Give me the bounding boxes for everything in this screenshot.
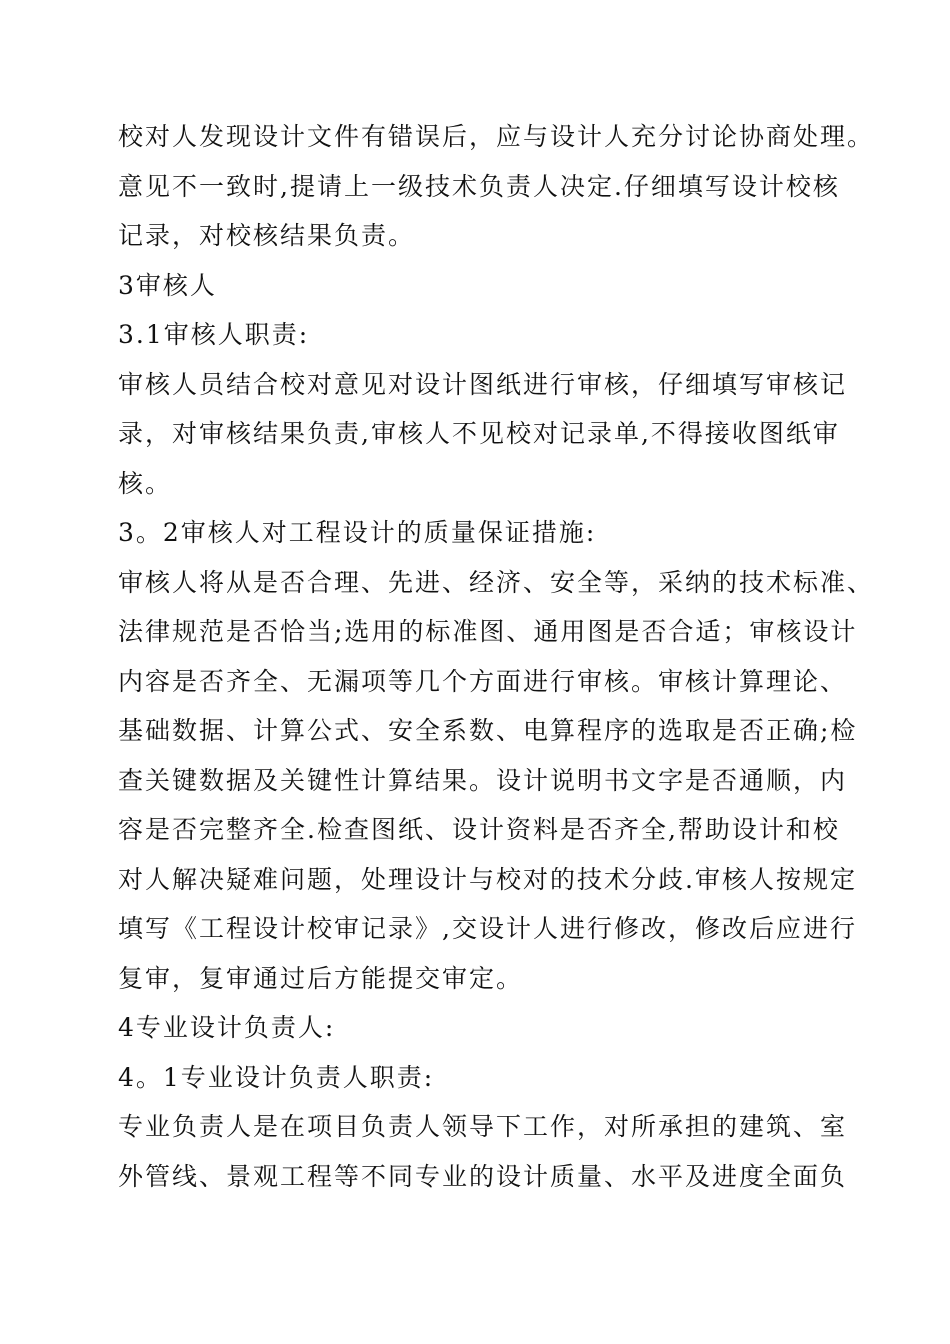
text-line: 容是否完整齐全.检查图纸、设计资料是否齐全,帮助设计和校 [118, 815, 840, 844]
text-line: 法律规范是否恰当;选用的标准图、通用图是否合适；审核设计 [118, 617, 858, 646]
section-heading: 4专业设计负责人: [118, 1013, 336, 1042]
text-line: 专业负责人是在项目负责人领导下工作，对所承担的建筑、室 [118, 1112, 848, 1141]
subsection-heading: 3。2审核人对工程设计的质量保证措施: [118, 518, 597, 547]
text-line: 审核人员结合校对意见对设计图纸进行审核，仔细填写审核记 [118, 369, 848, 399]
text-line: 基础数据、计算公式、安全系数、电算程序的选取是否正确;检 [118, 716, 858, 745]
subsection-heading: 4。1专业设计负责人职责: [118, 1062, 435, 1092]
text-line: 审核人将从是否合理、先进、经济、安全等，采纳的技术标准、 [118, 567, 875, 597]
text-line: 对人解决疑难问题，处理设计与校对的技术分歧.审核人按规定 [118, 864, 857, 894]
text-line: 录，对审核结果负责,审核人不见校对记录单,不得接收图纸审 [118, 419, 840, 448]
text-line: 外管线、景观工程等不同专业的设计质量、水平及进度全面负 [118, 1161, 848, 1191]
text-line: 意见不一致时,提请上一级技术负责人决定.仔细填写设计校核 [118, 171, 840, 201]
body-text [118, 112, 875, 1201]
text-line: 复审，复审通过后方能提交审定。 [118, 963, 524, 993]
section-heading: 3审核人 [118, 270, 217, 300]
text-line: 校对人发现设计文件有错误后，应与设计人充分讨论协商处理。 [118, 122, 875, 151]
text-line: 内容是否齐全、无漏项等几个方面进行审核。审核计算理论、 [118, 666, 848, 696]
text-line: 填写《工程设计校审记录》,交设计人进行修改，修改后应进行 [118, 914, 857, 943]
text-line: 核。 [118, 468, 173, 498]
text-line: 记录，对校核结果负责。 [118, 221, 416, 250]
subsection-heading: 3.1审核人职责: [118, 320, 310, 349]
text-line: 查关键数据及关键性计算结果。设计说明书文字是否通顺，内 [118, 765, 848, 795]
